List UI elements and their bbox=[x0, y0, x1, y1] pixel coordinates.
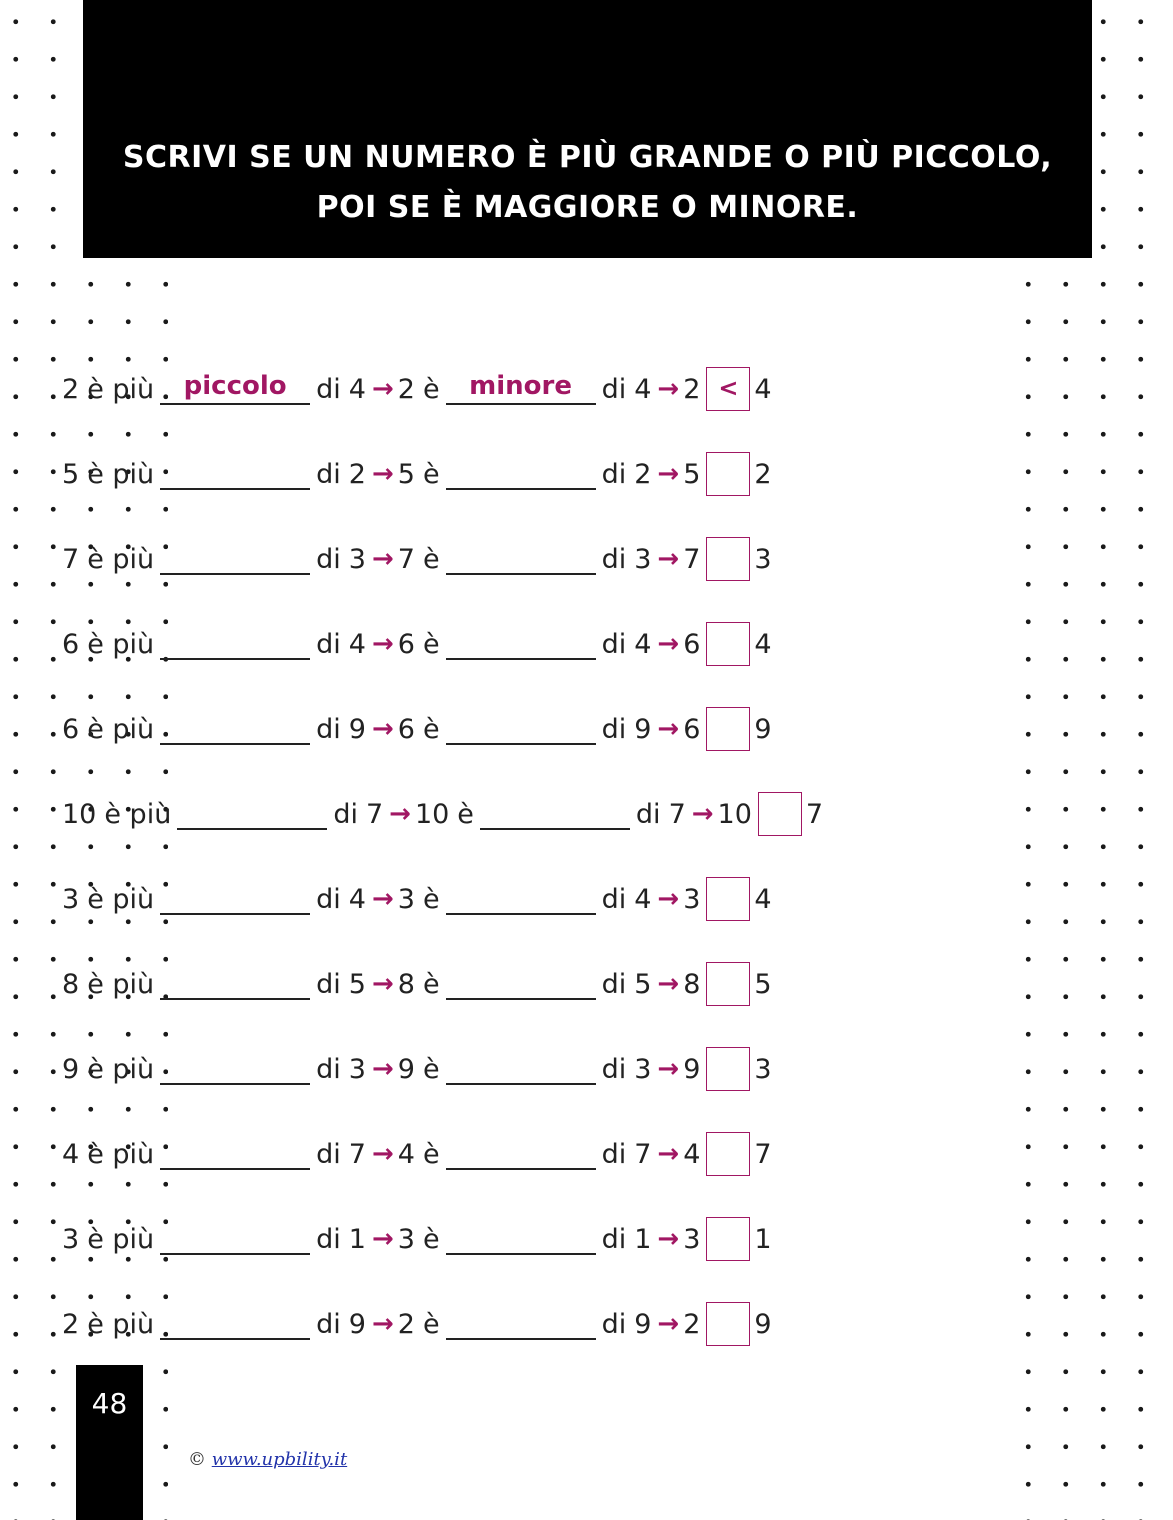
phrase-di: di bbox=[601, 1138, 627, 1170]
answer-blank-comparison[interactable] bbox=[446, 960, 596, 1000]
phrase-di: di bbox=[601, 713, 627, 745]
phrase-e: è bbox=[422, 543, 440, 575]
number-a: 8 bbox=[683, 968, 701, 1000]
exercise-row bbox=[62, 620, 772, 668]
number-b: 9 bbox=[754, 1308, 772, 1340]
arrow-icon: → bbox=[371, 969, 394, 999]
symbol-box[interactable] bbox=[706, 962, 750, 1006]
number-a: 10 bbox=[717, 798, 752, 830]
phrase-e: è bbox=[422, 628, 440, 660]
phrase-di: di bbox=[601, 458, 627, 490]
arrow-icon: → bbox=[657, 969, 680, 999]
phrase-e-piu: è più bbox=[87, 458, 155, 490]
answer-blank-size[interactable] bbox=[160, 1045, 310, 1085]
arrow-icon: → bbox=[371, 714, 394, 744]
exercise-row bbox=[62, 1130, 772, 1178]
number-a: 10 bbox=[62, 798, 97, 830]
symbol-box[interactable]: < bbox=[706, 367, 750, 411]
exercise-row bbox=[62, 960, 772, 1008]
number-a: 5 bbox=[683, 458, 701, 490]
number-b: 4 bbox=[348, 373, 366, 405]
answer-blank-size[interactable] bbox=[160, 875, 310, 915]
answer-blank-size[interactable] bbox=[160, 365, 310, 405]
phrase-e: è bbox=[422, 1308, 440, 1340]
number-b: 2 bbox=[634, 458, 652, 490]
number-a: 6 bbox=[397, 713, 415, 745]
number-a: 6 bbox=[683, 713, 701, 745]
number-a: 2 bbox=[62, 1308, 80, 1340]
symbol-box[interactable] bbox=[706, 622, 750, 666]
exercise-row bbox=[62, 450, 772, 498]
phrase-e: è bbox=[422, 1223, 440, 1255]
number-b: 1 bbox=[634, 1223, 652, 1255]
number-a: 3 bbox=[62, 1223, 80, 1255]
answer-blank-size[interactable] bbox=[160, 450, 310, 490]
number-a: 9 bbox=[62, 1053, 80, 1085]
exercise-row bbox=[62, 1215, 772, 1263]
phrase-di: di bbox=[601, 1308, 627, 1340]
phrase-di: di bbox=[316, 1053, 341, 1085]
symbol-box[interactable] bbox=[706, 1217, 750, 1261]
number-b: 1 bbox=[348, 1223, 366, 1255]
phrase-e: è bbox=[422, 373, 440, 405]
phrase-e-piu: è più bbox=[87, 543, 155, 575]
number-b: 4 bbox=[348, 628, 366, 660]
symbol-box[interactable] bbox=[706, 537, 750, 581]
number-a: 3 bbox=[397, 1223, 415, 1255]
number-b: 3 bbox=[348, 543, 366, 575]
phrase-e-piu: è più bbox=[87, 1138, 155, 1170]
phrase-di: di bbox=[316, 1223, 341, 1255]
arrow-icon: → bbox=[657, 629, 680, 659]
number-a: 2 bbox=[683, 373, 701, 405]
number-a: 3 bbox=[397, 883, 415, 915]
answer-blank-size[interactable] bbox=[160, 960, 310, 1000]
phrase-di: di bbox=[601, 543, 627, 575]
arrow-icon: → bbox=[657, 1309, 680, 1339]
answer-blank-size[interactable] bbox=[177, 790, 327, 830]
number-b: 3 bbox=[754, 1053, 772, 1085]
symbol-box[interactable] bbox=[758, 792, 802, 836]
phrase-e-piu: è più bbox=[87, 1308, 155, 1340]
number-a: 3 bbox=[683, 1223, 701, 1255]
number-a: 6 bbox=[683, 628, 701, 660]
number-b: 5 bbox=[754, 968, 772, 1000]
number-a: 3 bbox=[62, 883, 80, 915]
arrow-icon: → bbox=[657, 1054, 680, 1084]
answer-size-text: piccolo bbox=[183, 371, 287, 401]
answer-blank-comparison[interactable] bbox=[446, 1215, 596, 1255]
phrase-e-piu: è più bbox=[87, 373, 155, 405]
number-a: 6 bbox=[62, 628, 80, 660]
arrow-icon: → bbox=[371, 1054, 394, 1084]
answer-blank-size[interactable] bbox=[160, 535, 310, 575]
arrow-icon: → bbox=[371, 544, 394, 574]
number-b: 7 bbox=[805, 798, 824, 830]
answer-blank-comparison[interactable] bbox=[446, 450, 596, 490]
number-b: 7 bbox=[348, 1138, 366, 1170]
number-a: 8 bbox=[397, 968, 415, 1000]
phrase-e: è bbox=[422, 1053, 440, 1085]
symbol-box[interactable] bbox=[706, 877, 750, 921]
phrase-e: è bbox=[422, 713, 440, 745]
number-a: 4 bbox=[397, 1138, 415, 1170]
number-a: 7 bbox=[62, 543, 80, 575]
arrow-icon: → bbox=[657, 1139, 680, 1169]
number-b: 4 bbox=[754, 883, 772, 915]
answer-blank-comparison[interactable] bbox=[446, 1130, 596, 1170]
number-a: 2 bbox=[62, 373, 80, 405]
phrase-di: di bbox=[601, 1223, 627, 1255]
number-b: 4 bbox=[634, 373, 652, 405]
symbol-box[interactable] bbox=[706, 452, 750, 496]
number-a: 5 bbox=[62, 458, 80, 490]
answer-blank-size[interactable] bbox=[160, 705, 310, 745]
copyright-symbol: © bbox=[188, 1449, 206, 1470]
phrase-di: di bbox=[316, 543, 341, 575]
phrase-di: di bbox=[316, 713, 341, 745]
phrase-di: di bbox=[316, 883, 341, 915]
arrow-icon: → bbox=[657, 459, 680, 489]
arrow-icon: → bbox=[657, 714, 680, 744]
phrase-di: di bbox=[601, 968, 627, 1000]
phrase-di: di bbox=[316, 628, 341, 660]
phrase-di: di bbox=[601, 1053, 627, 1085]
arrow-icon: → bbox=[657, 884, 680, 914]
number-a: 2 bbox=[683, 1308, 701, 1340]
exercise-row bbox=[62, 365, 772, 413]
answer-blank-size[interactable] bbox=[160, 620, 310, 660]
number-a: 4 bbox=[62, 1138, 80, 1170]
number-a: 10 bbox=[414, 798, 450, 830]
footer bbox=[188, 1449, 347, 1470]
answer-blank-comparison[interactable] bbox=[446, 535, 596, 575]
answer-blank-comparison[interactable] bbox=[446, 365, 596, 405]
symbol-box[interactable] bbox=[706, 1047, 750, 1091]
arrow-icon: → bbox=[691, 799, 714, 829]
answer-blank-comparison[interactable] bbox=[446, 620, 596, 660]
exercise-row bbox=[62, 535, 772, 583]
number-b: 7 bbox=[754, 1138, 772, 1170]
exercise-row bbox=[62, 705, 772, 753]
answer-blank-size[interactable] bbox=[160, 1130, 310, 1170]
number-b: 3 bbox=[754, 543, 772, 575]
number-a: 8 bbox=[62, 968, 80, 1000]
number-a: 7 bbox=[397, 543, 415, 575]
number-b: 4 bbox=[634, 628, 652, 660]
page-title bbox=[83, 133, 1092, 233]
page-number-tab bbox=[76, 1365, 143, 1520]
number-a: 7 bbox=[683, 543, 701, 575]
number-a: 4 bbox=[683, 1138, 701, 1170]
phrase-e-piu: è più bbox=[87, 1223, 155, 1255]
number-a: 6 bbox=[397, 628, 415, 660]
phrase-e: è bbox=[422, 883, 440, 915]
symbol-box[interactable] bbox=[706, 1132, 750, 1176]
phrase-di: di bbox=[635, 798, 661, 830]
phrase-di: di bbox=[601, 883, 627, 915]
arrow-icon: → bbox=[371, 459, 394, 489]
arrow-icon: → bbox=[371, 1139, 394, 1169]
arrow-icon: → bbox=[657, 374, 680, 404]
phrase-di: di bbox=[316, 1138, 341, 1170]
symbol-box[interactable] bbox=[706, 1302, 750, 1346]
phrase-e-piu: è più bbox=[87, 968, 155, 1000]
phrase-e: è bbox=[422, 1138, 440, 1170]
answer-blank-comparison[interactable] bbox=[446, 875, 596, 915]
number-b: 4 bbox=[348, 883, 366, 915]
website-link[interactable]: www.upbility.it bbox=[211, 1449, 348, 1470]
exercise-row bbox=[62, 1045, 772, 1093]
arrow-icon: → bbox=[657, 544, 680, 574]
number-b: 9 bbox=[348, 1308, 366, 1340]
exercise-row bbox=[62, 875, 772, 923]
arrow-icon: → bbox=[371, 374, 394, 404]
title-line-1: SCRIVI SE UN NUMERO È PIÙ GRANDE O PIÙ PICCOLO, bbox=[122, 140, 1053, 175]
number-b: 2 bbox=[348, 458, 366, 490]
number-b: 9 bbox=[634, 1308, 652, 1340]
phrase-di: di bbox=[316, 373, 341, 405]
number-b: 4 bbox=[754, 373, 772, 405]
symbol-box[interactable] bbox=[706, 707, 750, 751]
number-b: 7 bbox=[365, 798, 384, 830]
phrase-di: di bbox=[601, 628, 627, 660]
phrase-e-piu: è più bbox=[87, 1053, 155, 1085]
phrase-di: di bbox=[316, 968, 341, 1000]
number-b: 7 bbox=[634, 1138, 652, 1170]
phrase-di: di bbox=[333, 798, 358, 830]
arrow-icon: → bbox=[371, 629, 394, 659]
phrase-e-piu: è più bbox=[87, 713, 155, 745]
number-b: 4 bbox=[634, 883, 652, 915]
answer-blank-size[interactable] bbox=[160, 1215, 310, 1255]
number-a: 2 bbox=[397, 1308, 415, 1340]
arrow-icon: → bbox=[371, 1224, 394, 1254]
phrase-e: è bbox=[422, 968, 440, 1000]
number-b: 3 bbox=[634, 1053, 652, 1085]
number-a: 9 bbox=[397, 1053, 415, 1085]
number-a: 5 bbox=[397, 458, 415, 490]
page-number: 48 bbox=[91, 1387, 128, 1420]
phrase-e: è bbox=[422, 458, 440, 490]
arrow-icon: → bbox=[657, 1224, 680, 1254]
number-b: 9 bbox=[754, 713, 772, 745]
number-a: 9 bbox=[683, 1053, 701, 1085]
phrase-di: di bbox=[316, 458, 341, 490]
number-b: 9 bbox=[634, 713, 652, 745]
answer-blank-comparison[interactable] bbox=[446, 1300, 596, 1340]
title-line-2: POI SE È MAGGIORE O MINORE. bbox=[316, 190, 859, 225]
number-b: 1 bbox=[754, 1223, 772, 1255]
answer-blank-comparison[interactable] bbox=[446, 705, 596, 745]
answer-blank-size[interactable] bbox=[160, 1300, 310, 1340]
arrow-icon: → bbox=[371, 1309, 394, 1339]
phrase-e-piu: è più bbox=[87, 628, 155, 660]
exercise-row bbox=[62, 1300, 772, 1348]
phrase-e-piu: è più bbox=[104, 798, 172, 830]
arrow-icon: → bbox=[371, 884, 394, 914]
number-b: 7 bbox=[668, 798, 686, 830]
number-b: 4 bbox=[754, 628, 772, 660]
phrase-di: di bbox=[601, 373, 627, 405]
number-b: 3 bbox=[348, 1053, 366, 1085]
number-a: 6 bbox=[62, 713, 80, 745]
phrase-e-piu: è più bbox=[87, 883, 155, 915]
number-a: 2 bbox=[397, 373, 415, 405]
arrow-icon: → bbox=[389, 799, 411, 829]
number-a: 3 bbox=[683, 883, 701, 915]
number-b: 3 bbox=[634, 543, 652, 575]
answer-comparison-text: minore bbox=[469, 371, 572, 401]
number-b: 2 bbox=[754, 458, 772, 490]
phrase-e: è bbox=[457, 798, 474, 830]
answer-blank-comparison[interactable] bbox=[480, 790, 630, 830]
number-b: 9 bbox=[348, 713, 366, 745]
phrase-di: di bbox=[316, 1308, 341, 1340]
answer-blank-comparison[interactable] bbox=[446, 1045, 596, 1085]
number-b: 5 bbox=[348, 968, 366, 1000]
number-b: 5 bbox=[634, 968, 652, 1000]
header-banner bbox=[83, 0, 1092, 258]
exercise-row bbox=[62, 790, 823, 838]
